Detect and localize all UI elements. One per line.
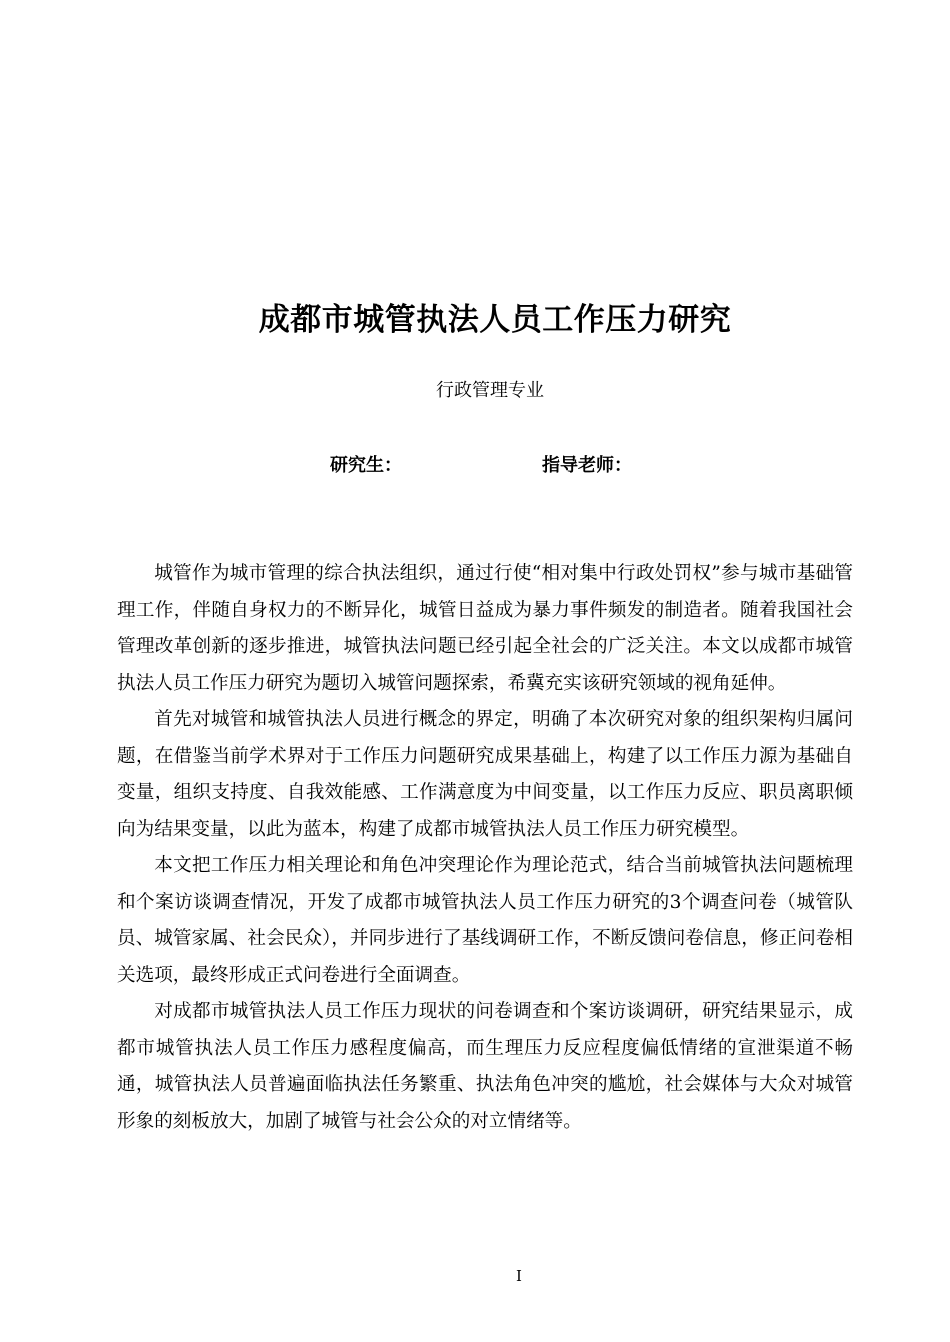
abstract-paragraph: 本文把工作压力相关理论和角色冲突理论作为理论范式，结合当前城管执法问题梳理和个案访谈调查情况，开发了成都市城管执法人员工作压力研究的3个调查问卷（城管队员、城管家属、社会民众），并同步进行了基线调研工作，不断反馈问卷信息，修正问卷相关选项，最终形成正式问卷进行全面调查。 bbox=[117, 855, 853, 986]
student-label: 研究生： bbox=[330, 455, 402, 476]
document-title: 成都市城管执法人员工作压力研究 bbox=[258, 302, 732, 338]
page-number: I bbox=[516, 1267, 522, 1285]
abstract-body bbox=[117, 556, 853, 1140]
abstract-paragraph: 首先对城管和城管执法人员进行概念的界定，明确了本次研究对象的组织架构归属问题，在借鉴当前学术界对于工作压力问题研究成果基础上，构建了以工作压力源为基础自变量，组织支持度、自我效能感、工作满意度为中间变量，以工作压力反应、职员离职倾向为结果变量，以此为蓝本，构建了成都市城管执法人员工作压力研究模型。 bbox=[117, 709, 853, 840]
abstract-paragraph: 对成都市城管执法人员工作压力现状的问卷调查和个案访谈调研，研究结果显示，成都市城管执法人员工作压力感程度偏高，而生理压力反应程度偏低情绪的宣泄渠道不畅通，城管执法人员普遍面临执法任务繁重、执法角色冲突的尴尬，社会媒体与大众对城管形象的刻板放大，加剧了城管与社会公众的对立情绪等。 bbox=[117, 1001, 853, 1132]
abstract-paragraph: 城管作为城市管理的综合执法组织，通过行使“相对集中行政处罚权”参与城市基础管理工作，伴随自身权力的不断异化，城管日益成为暴力事件频发的制造者。随着我国社会管理改革创新的逐步推进，城管执法问题已经引起全社会的广泛关注。本文以成都市城管执法人员工作压力研究为题切入城管问题探索，希冀充实该研究领域的视角延伸。 bbox=[117, 563, 853, 694]
major-label: 行政管理专业 bbox=[436, 380, 544, 401]
advisor-label: 指导老师： bbox=[542, 455, 632, 476]
